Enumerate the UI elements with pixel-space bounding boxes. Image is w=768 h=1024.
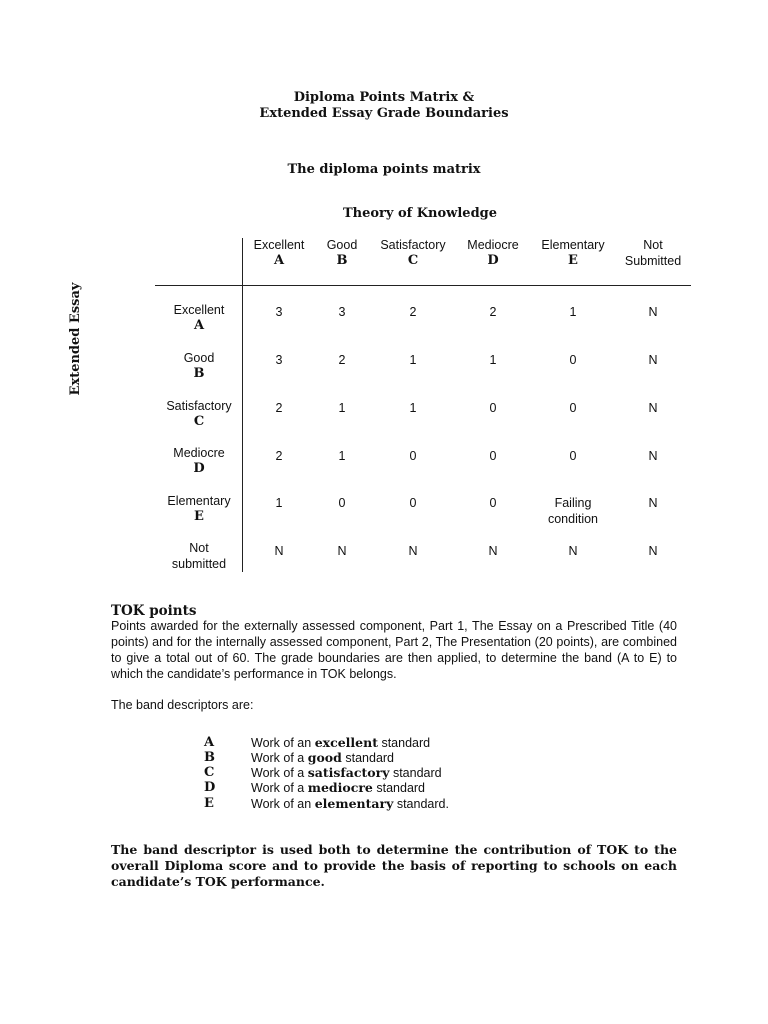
matrix-cell: N bbox=[648, 496, 658, 510]
matrix-title: Theory of Knowledge bbox=[342, 206, 498, 221]
row-label: Elementary bbox=[167, 494, 231, 508]
matrix-cell: 2 bbox=[409, 305, 417, 319]
matrix-cell: N bbox=[274, 544, 284, 558]
matrix-cell: 3 bbox=[275, 305, 283, 319]
matrix-cell: 0 bbox=[409, 449, 417, 463]
matrix-cell: 2 bbox=[275, 401, 283, 415]
document-title-line1: Diploma Points Matrix & bbox=[293, 90, 475, 105]
column-label: Mediocre bbox=[467, 238, 519, 252]
matrix-cell: N bbox=[648, 449, 658, 463]
band-prefix: Work of an bbox=[251, 736, 315, 750]
row-label: Mediocre bbox=[173, 446, 225, 460]
matrix-cell: N bbox=[648, 544, 658, 558]
matrix-horizontal-divider bbox=[155, 285, 691, 286]
column-label: Not Submitted bbox=[624, 238, 682, 268]
document-title-line2: Extended Essay Grade Boundaries bbox=[259, 106, 509, 121]
matrix-cell: 0 bbox=[569, 401, 577, 415]
band-suffix: standard bbox=[389, 766, 442, 780]
column-grade: A bbox=[273, 253, 285, 268]
row-grade: C bbox=[193, 414, 205, 429]
matrix-cell: N bbox=[408, 544, 418, 558]
band-prefix: Work of a bbox=[251, 751, 308, 765]
band-description bbox=[251, 796, 651, 812]
tok-heading: TOK points bbox=[111, 603, 197, 619]
matrix-cell: 0 bbox=[489, 401, 497, 415]
row-label: Excellent bbox=[173, 303, 225, 317]
matrix-cell: 1 bbox=[338, 449, 346, 463]
column-label: Satisfactory bbox=[380, 238, 446, 252]
matrix-cell: 2 bbox=[338, 353, 346, 367]
matrix-cell: N bbox=[337, 544, 347, 558]
row-grade: B bbox=[193, 366, 205, 381]
column-header bbox=[448, 237, 538, 269]
band-suffix: standard bbox=[341, 751, 395, 765]
row-axis-label: Extended Essay bbox=[68, 282, 83, 396]
matrix-cell: N bbox=[648, 401, 658, 415]
column-label: Good bbox=[326, 238, 358, 252]
column-header bbox=[608, 237, 698, 269]
band-keyword: excellent bbox=[314, 735, 378, 750]
band-prefix: Work of a bbox=[251, 766, 308, 780]
band-suffix: standard bbox=[372, 781, 426, 795]
section-title: The diploma points matrix bbox=[287, 162, 481, 177]
matrix-cell: 1 bbox=[275, 496, 283, 510]
band-description bbox=[251, 750, 651, 766]
band-suffix: standard bbox=[377, 736, 431, 750]
matrix-cell: 1 bbox=[409, 353, 417, 367]
row-label: Good bbox=[183, 351, 215, 365]
column-label: Excellent bbox=[253, 238, 305, 252]
matrix-cell: 1 bbox=[489, 353, 497, 367]
row-grade: D bbox=[193, 461, 205, 476]
band-suffix: standard. bbox=[393, 797, 449, 811]
column-header bbox=[368, 237, 458, 269]
matrix-cell: 1 bbox=[338, 401, 346, 415]
band-description bbox=[251, 780, 651, 796]
band-letter: D bbox=[204, 780, 216, 795]
band-letter: A bbox=[204, 735, 215, 750]
column-grade: D bbox=[487, 253, 499, 268]
band-letter: B bbox=[204, 750, 215, 765]
band-intro: The band descriptors are: bbox=[111, 698, 254, 712]
band-prefix: Work of a bbox=[251, 781, 308, 795]
matrix-cell: 2 bbox=[275, 449, 283, 463]
column-label: Elementary bbox=[541, 238, 605, 252]
row-grade: E bbox=[194, 509, 204, 524]
matrix-cell: 0 bbox=[489, 449, 497, 463]
band-letter: E bbox=[204, 796, 214, 811]
band-description bbox=[251, 735, 651, 751]
matrix-cell: 0 bbox=[409, 496, 417, 510]
band-prefix: Work of an bbox=[251, 797, 315, 811]
tok-paragraph: Points awarded for the externally assessed component, Part 1, The Essay on a Prescribed Title (40 points) and for the internally assessed component, Part 2, The Presentation (20 points), are combined to give a total out of 60. The grade boundaries are then applied, to determine the band (A to E) to which the candidate’s performance in TOK belongs. bbox=[111, 619, 677, 681]
band-keyword: mediocre bbox=[307, 780, 373, 795]
matrix-cell: N bbox=[568, 544, 578, 558]
matrix-cell: N bbox=[648, 305, 658, 319]
matrix-cell: 1 bbox=[409, 401, 417, 415]
row-label: Satisfactory bbox=[166, 399, 232, 413]
band-keyword: satisfactory bbox=[307, 765, 390, 780]
row-label: Not submitted bbox=[171, 541, 227, 571]
closing-paragraph: The band descriptor is used both to determine the contribution of TOK to the overall Diploma score and to provide the basis of reporting to schools on each candidate’s TOK performance. bbox=[111, 842, 677, 889]
matrix-cell: 0 bbox=[569, 449, 577, 463]
matrix-cell: N bbox=[648, 353, 658, 367]
band-keyword: good bbox=[307, 750, 342, 765]
column-grade: E bbox=[568, 253, 578, 268]
matrix-cell: 3 bbox=[275, 353, 283, 367]
band-letter: C bbox=[204, 765, 215, 780]
column-header bbox=[528, 237, 618, 269]
matrix-cell-failing-condition: Failing condition bbox=[547, 496, 599, 526]
band-keyword: elementary bbox=[314, 796, 394, 811]
matrix-cell: 2 bbox=[489, 305, 497, 319]
matrix-cell: N bbox=[488, 544, 498, 558]
matrix-cell: 1 bbox=[569, 305, 577, 319]
matrix-cell: 3 bbox=[338, 305, 346, 319]
row-grade: A bbox=[193, 318, 205, 333]
band-description bbox=[251, 765, 651, 781]
matrix-cell: 0 bbox=[489, 496, 497, 510]
matrix-cell: 0 bbox=[569, 353, 577, 367]
column-grade: B bbox=[336, 253, 348, 268]
matrix-cell: 0 bbox=[338, 496, 346, 510]
column-grade: C bbox=[407, 253, 419, 268]
